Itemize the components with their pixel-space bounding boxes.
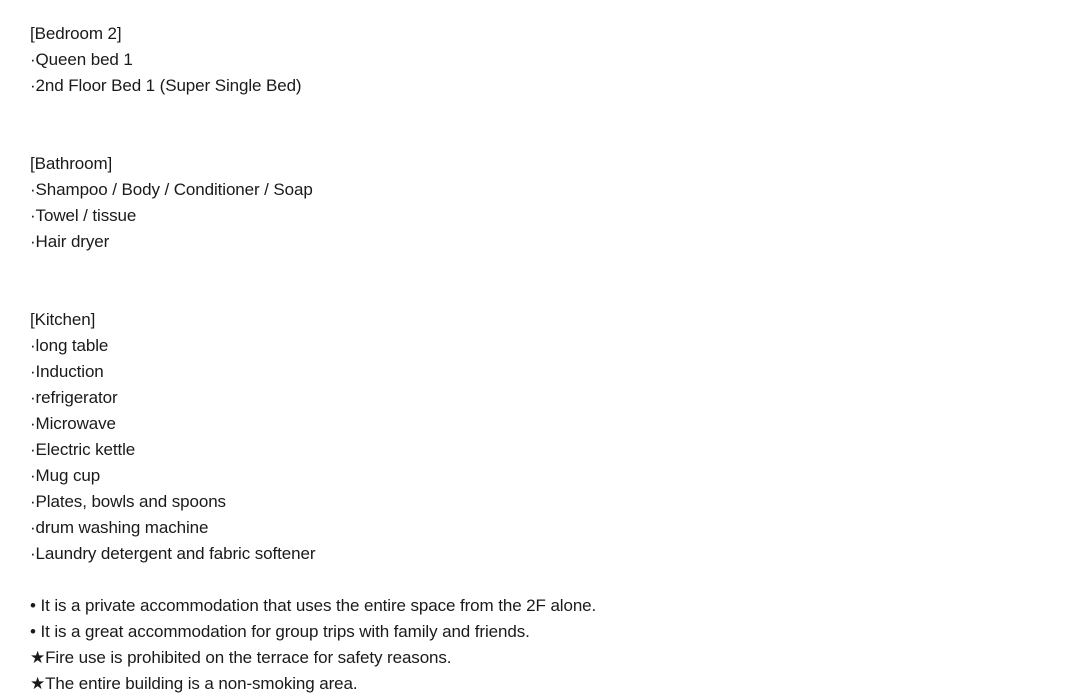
section-heading-bathroom: [Bathroom] <box>30 154 113 173</box>
kitchen-section <box>30 307 1050 567</box>
list-item: ·Laundry detergent and fabric softener <box>30 544 316 563</box>
list-item: ·Queen bed 1 <box>30 50 133 69</box>
spacer <box>30 99 1050 151</box>
spacer <box>30 255 1050 307</box>
list-item: ·long table <box>30 336 109 355</box>
list-item: ·Induction <box>30 362 104 381</box>
section-heading-bedroom-2: [Bedroom 2] <box>30 24 122 43</box>
list-item: ·Microwave <box>30 414 116 433</box>
bathroom-section <box>30 151 1050 255</box>
list-item: ·Shampoo / Body / Conditioner / Soap <box>30 180 313 199</box>
section-heading-kitchen: [Kitchen] <box>30 310 96 329</box>
bedroom-2-section <box>30 21 1050 99</box>
spacer <box>30 567 1050 593</box>
list-item: ·refrigerator <box>30 388 118 407</box>
list-item: ·Hair dryer <box>30 232 110 251</box>
list-item: ·Towel / tissue <box>30 206 137 225</box>
list-item: ·Electric kettle <box>30 440 136 459</box>
amenities-document <box>30 21 1050 697</box>
list-item: ·drum washing machine <box>30 518 209 537</box>
note-fire-prohibited: ★Fire use is prohibited on the terrace for safety reasons. <box>30 648 452 667</box>
notes-section <box>30 593 1050 697</box>
note-group-trips: • It is a great accommodation for group trips with family and friends. <box>30 622 530 641</box>
list-item: ·2nd Floor Bed 1 (Super Single Bed) <box>30 76 302 95</box>
list-item: ·Plates, bowls and spoons <box>30 492 226 511</box>
list-item: ·Mug cup <box>30 466 101 485</box>
note-non-smoking: ★The entire building is a non-smoking area. <box>30 674 358 693</box>
note-private-accommodation: • It is a private accommodation that uses the entire space from the 2F alone. <box>30 596 597 615</box>
